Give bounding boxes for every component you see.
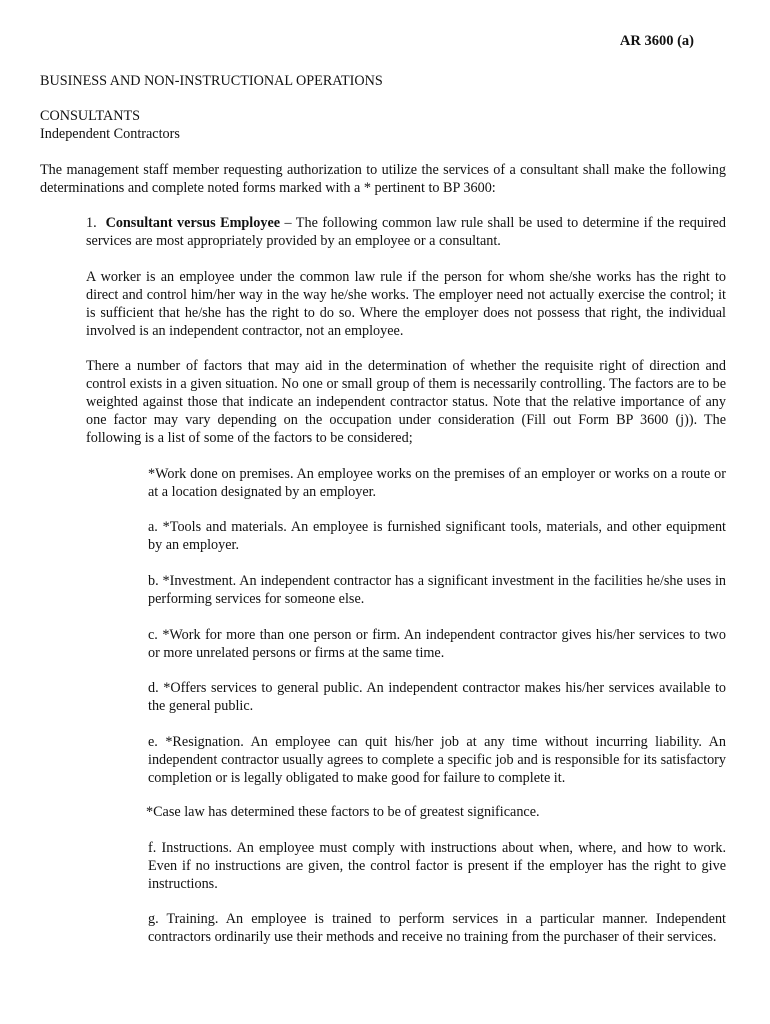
factor-c: c. *Work for more than one person or firm. An independent contractor gives his/her services to two or more unrelated persons or firms at the same time.: [148, 627, 726, 661]
factor-a: a. *Tools and materials. An employee is furnished significant tools, materials, and other equipment by an employer.: [148, 519, 726, 553]
factors-paragraph: There a number of factors that may aid in the determination of whether the requisite right of direction and control exists in a given situation. No one or small group of them is necessarily controlling. The factors are to be weighted against those that indicate an independent contractor status. Note that the relative importance of any one factor may vary depending on the occupation under consideration (Fill out Form BP 3600 (j)). The following is a list of some of the factors to be considered;: [86, 358, 726, 446]
item-1-number: 1.: [86, 215, 97, 231]
factor-d: d. *Offers services to general public. An independent contractor makes his/her services available to the general public.: [148, 680, 726, 714]
document-title: BUSINESS AND NON-INSTRUCTIONAL OPERATIONS: [40, 73, 383, 89]
factor-e: e. *Resignation. An employee can quit his/her job at any time without incurring liability. An independent contractor usually agrees to complete a specific job and is responsible for its satisfactory completion or is legally obligated to make good for failure to complete it.: [148, 734, 726, 786]
item-1-heading: Consultant versus Employee: [105, 215, 281, 231]
factor-b: b. *Investment. An independent contractor has a significant investment in the facilities he/she uses in performing services for someone else.: [148, 573, 726, 607]
section-subtitle: Independent Contractors: [40, 126, 180, 142]
worker-paragraph: A worker is an employee under the common law rule if the person for whom she/she works has the right to direct and control him/her way in the way he/she works. The employer need not actually exercise the control; it is sufficient that he/she has the right to do so. Where the employer does not possess that right, the individual involved is an independent contractor, not an employee.: [86, 269, 726, 339]
item-1-paragraph: [86, 214, 726, 250]
section-heading: [40, 107, 180, 143]
intro-paragraph: The management staff member requesting authorization to utilize the services of a consultant shall make the following determinations and complete noted forms marked with a * pertinent to BP 3600:: [40, 162, 726, 196]
section-title: CONSULTANTS: [40, 108, 141, 124]
document-code: AR 3600 (a): [619, 33, 694, 49]
factor-f: f. Instructions. An employee must comply with instructions about when, where, and how to work. Even if no instructions are given, the control factor is present if the employer has the right to give instructions.: [148, 840, 726, 892]
factor-premises: *Work done on premises. An employee works on the premises of an employer or works on a route or at a location designated by an employer.: [148, 466, 726, 500]
factor-g: g. Training. An employee is trained to perform services in a particular manner. Independent contractors ordinarily use their methods and receive no training from the purchaser of their services.: [148, 911, 726, 945]
case-law-note: *Case law has determined these factors to be of greatest significance.: [146, 804, 540, 820]
item-1-text: – The following common law rule shall be used to determine if the required services are most appropriately provided by an employee or a consultant.: [86, 215, 726, 249]
